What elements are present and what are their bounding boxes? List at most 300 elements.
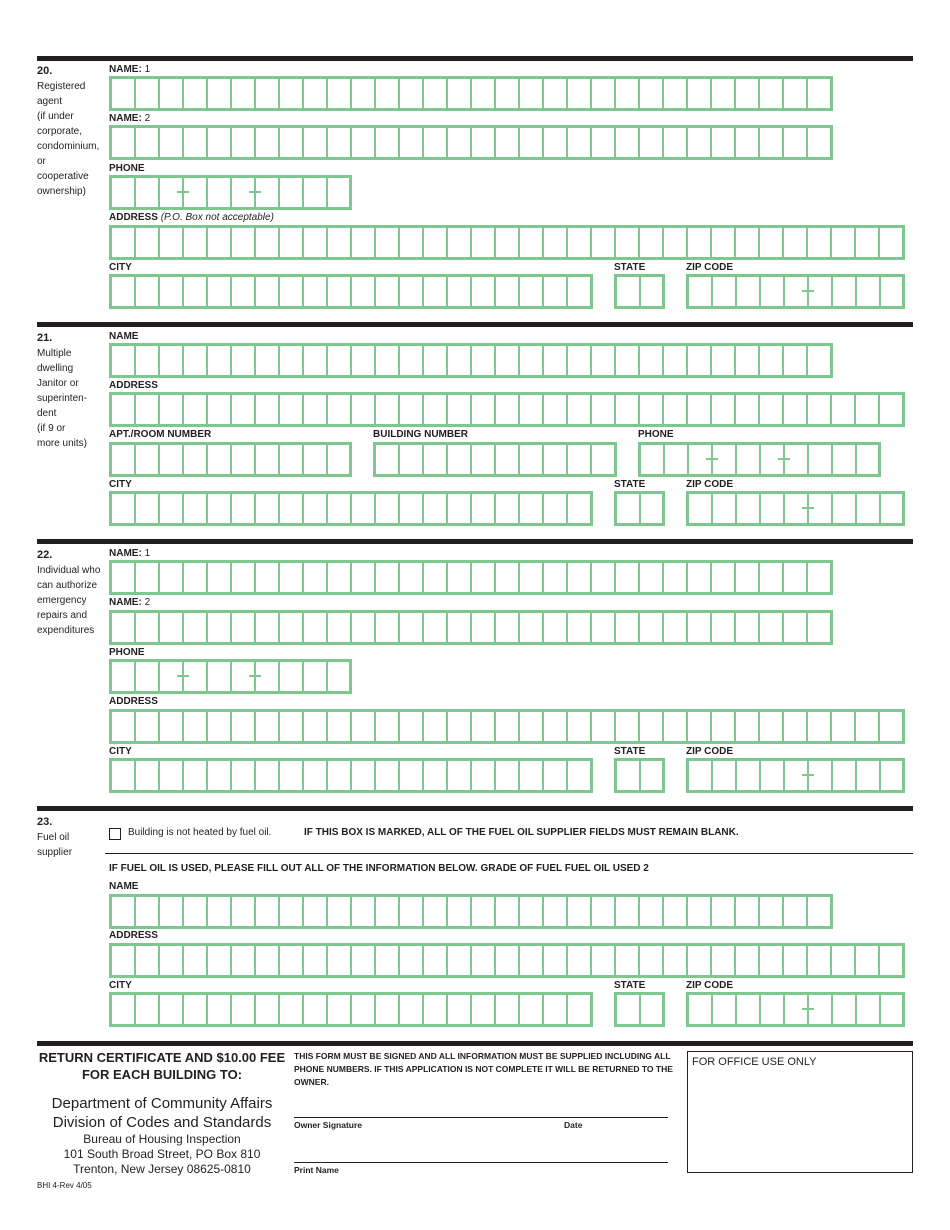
char-cell[interactable] bbox=[304, 395, 328, 424]
char-cell[interactable] bbox=[304, 128, 328, 157]
char-cell[interactable] bbox=[736, 712, 760, 741]
char-cell[interactable] bbox=[184, 761, 208, 790]
char-cell[interactable] bbox=[208, 946, 232, 975]
char-cell[interactable] bbox=[208, 761, 232, 790]
char-cell[interactable] bbox=[520, 494, 544, 523]
char-cell[interactable] bbox=[568, 228, 592, 257]
char-cell[interactable] bbox=[760, 346, 784, 375]
char-cell[interactable] bbox=[592, 79, 616, 108]
char-cell[interactable] bbox=[713, 761, 737, 790]
char-cell[interactable] bbox=[832, 228, 856, 257]
char-cell[interactable] bbox=[352, 228, 376, 257]
char-cell[interactable] bbox=[256, 277, 280, 306]
char-cell[interactable] bbox=[592, 712, 616, 741]
char-cell[interactable] bbox=[784, 712, 808, 741]
char-cell[interactable] bbox=[160, 128, 184, 157]
s21-city-input[interactable] bbox=[109, 491, 593, 526]
char-cell[interactable] bbox=[376, 712, 400, 741]
char-cell[interactable] bbox=[232, 995, 256, 1024]
s22-state-input[interactable] bbox=[614, 758, 665, 793]
char-cell[interactable] bbox=[136, 897, 160, 926]
char-cell[interactable] bbox=[208, 897, 232, 926]
char-cell[interactable] bbox=[256, 897, 280, 926]
char-cell[interactable] bbox=[544, 445, 568, 474]
char-cell[interactable] bbox=[712, 395, 736, 424]
char-cell[interactable] bbox=[280, 178, 304, 207]
char-cell[interactable] bbox=[184, 128, 208, 157]
char-cell[interactable] bbox=[136, 79, 160, 108]
char-cell[interactable] bbox=[136, 563, 160, 592]
char-cell[interactable] bbox=[544, 712, 568, 741]
char-cell[interactable] bbox=[400, 563, 424, 592]
s21-zip-input[interactable] bbox=[686, 491, 905, 526]
char-cell[interactable] bbox=[136, 613, 160, 642]
char-cell[interactable] bbox=[640, 79, 664, 108]
char-cell[interactable] bbox=[208, 445, 232, 474]
char-cell[interactable] bbox=[664, 897, 688, 926]
char-cell[interactable] bbox=[400, 897, 424, 926]
char-cell[interactable] bbox=[808, 563, 830, 592]
char-cell[interactable] bbox=[184, 613, 208, 642]
char-cell[interactable] bbox=[616, 897, 640, 926]
char-cell[interactable] bbox=[784, 228, 808, 257]
char-cell[interactable] bbox=[809, 995, 833, 1024]
char-cell[interactable] bbox=[736, 79, 760, 108]
char-cell[interactable] bbox=[232, 445, 256, 474]
char-cell[interactable] bbox=[256, 563, 280, 592]
char-cell[interactable] bbox=[592, 613, 616, 642]
char-cell[interactable] bbox=[256, 946, 280, 975]
char-cell[interactable] bbox=[328, 346, 352, 375]
char-cell[interactable] bbox=[208, 277, 232, 306]
char-cell[interactable] bbox=[688, 228, 712, 257]
char-cell[interactable] bbox=[208, 995, 232, 1024]
char-cell[interactable] bbox=[568, 395, 592, 424]
char-cell[interactable] bbox=[640, 228, 664, 257]
char-cell[interactable] bbox=[808, 946, 832, 975]
char-cell[interactable] bbox=[617, 761, 641, 790]
char-cell[interactable] bbox=[496, 395, 520, 424]
char-cell[interactable] bbox=[112, 445, 136, 474]
char-cell[interactable] bbox=[448, 946, 472, 975]
char-cell[interactable] bbox=[544, 277, 568, 306]
char-cell[interactable] bbox=[761, 494, 785, 523]
char-cell[interactable] bbox=[568, 897, 592, 926]
char-cell[interactable] bbox=[424, 995, 448, 1024]
char-cell[interactable] bbox=[520, 761, 544, 790]
char-cell[interactable] bbox=[328, 712, 352, 741]
char-cell[interactable] bbox=[376, 395, 400, 424]
char-cell[interactable] bbox=[400, 277, 424, 306]
char-cell[interactable] bbox=[184, 662, 208, 691]
char-cell[interactable] bbox=[472, 277, 496, 306]
char-cell[interactable] bbox=[328, 228, 352, 257]
char-cell[interactable] bbox=[641, 995, 662, 1024]
char-cell[interactable] bbox=[617, 995, 641, 1024]
char-cell[interactable] bbox=[856, 395, 880, 424]
char-cell[interactable] bbox=[376, 995, 400, 1024]
char-cell[interactable] bbox=[136, 445, 160, 474]
char-cell[interactable] bbox=[568, 445, 592, 474]
char-cell[interactable] bbox=[520, 995, 544, 1024]
char-cell[interactable] bbox=[112, 613, 136, 642]
char-cell[interactable] bbox=[832, 712, 856, 741]
char-cell[interactable] bbox=[616, 79, 640, 108]
char-cell[interactable] bbox=[496, 613, 520, 642]
char-cell[interactable] bbox=[568, 128, 592, 157]
char-cell[interactable] bbox=[448, 613, 472, 642]
char-cell[interactable] bbox=[232, 346, 256, 375]
char-cell[interactable] bbox=[160, 228, 184, 257]
char-cell[interactable] bbox=[544, 897, 568, 926]
char-cell[interactable] bbox=[136, 128, 160, 157]
char-cell[interactable] bbox=[664, 395, 688, 424]
char-cell[interactable] bbox=[280, 128, 304, 157]
char-cell[interactable] bbox=[448, 445, 472, 474]
char-cell[interactable] bbox=[208, 395, 232, 424]
char-cell[interactable] bbox=[424, 563, 448, 592]
char-cell[interactable] bbox=[784, 897, 808, 926]
char-cell[interactable] bbox=[760, 395, 784, 424]
char-cell[interactable] bbox=[809, 277, 833, 306]
char-cell[interactable] bbox=[352, 897, 376, 926]
char-cell[interactable] bbox=[760, 128, 784, 157]
char-cell[interactable] bbox=[328, 277, 352, 306]
print-name-line[interactable] bbox=[294, 1162, 668, 1163]
char-cell[interactable] bbox=[328, 563, 352, 592]
char-cell[interactable] bbox=[256, 761, 280, 790]
char-cell[interactable] bbox=[184, 228, 208, 257]
char-cell[interactable] bbox=[544, 761, 568, 790]
char-cell[interactable] bbox=[184, 995, 208, 1024]
char-cell[interactable] bbox=[760, 897, 784, 926]
char-cell[interactable] bbox=[304, 277, 328, 306]
char-cell[interactable] bbox=[424, 897, 448, 926]
char-cell[interactable] bbox=[160, 494, 184, 523]
char-cell[interactable] bbox=[760, 563, 784, 592]
char-cell[interactable] bbox=[376, 228, 400, 257]
char-cell[interactable] bbox=[689, 494, 713, 523]
char-cell[interactable] bbox=[689, 277, 713, 306]
char-cell[interactable] bbox=[472, 897, 496, 926]
char-cell[interactable] bbox=[328, 445, 349, 474]
char-cell[interactable] bbox=[136, 228, 160, 257]
char-cell[interactable] bbox=[280, 494, 304, 523]
char-cell[interactable] bbox=[256, 995, 280, 1024]
char-cell[interactable] bbox=[184, 494, 208, 523]
char-cell[interactable] bbox=[640, 395, 664, 424]
char-cell[interactable] bbox=[304, 445, 328, 474]
char-cell[interactable] bbox=[352, 761, 376, 790]
char-cell[interactable] bbox=[256, 613, 280, 642]
char-cell[interactable] bbox=[736, 563, 760, 592]
char-cell[interactable] bbox=[472, 445, 496, 474]
char-cell[interactable] bbox=[232, 761, 256, 790]
char-cell[interactable] bbox=[520, 712, 544, 741]
char-cell[interactable] bbox=[472, 494, 496, 523]
char-cell[interactable] bbox=[424, 228, 448, 257]
s20-address-input[interactable] bbox=[109, 225, 905, 260]
char-cell[interactable] bbox=[712, 228, 736, 257]
char-cell[interactable] bbox=[304, 178, 328, 207]
char-cell[interactable] bbox=[280, 395, 304, 424]
char-cell[interactable] bbox=[568, 346, 592, 375]
char-cell[interactable] bbox=[448, 277, 472, 306]
char-cell[interactable] bbox=[713, 494, 737, 523]
char-cell[interactable] bbox=[857, 761, 881, 790]
char-cell[interactable] bbox=[880, 395, 902, 424]
char-cell[interactable] bbox=[448, 128, 472, 157]
char-cell[interactable] bbox=[112, 897, 136, 926]
char-cell[interactable] bbox=[785, 761, 809, 790]
char-cell[interactable] bbox=[256, 445, 280, 474]
char-cell[interactable] bbox=[376, 128, 400, 157]
char-cell[interactable] bbox=[761, 277, 785, 306]
char-cell[interactable] bbox=[304, 79, 328, 108]
s21-address-input[interactable] bbox=[109, 392, 905, 427]
char-cell[interactable] bbox=[640, 897, 664, 926]
char-cell[interactable] bbox=[472, 613, 496, 642]
char-cell[interactable] bbox=[592, 395, 616, 424]
char-cell[interactable] bbox=[520, 128, 544, 157]
char-cell[interactable] bbox=[736, 346, 760, 375]
char-cell[interactable] bbox=[737, 761, 761, 790]
char-cell[interactable] bbox=[856, 228, 880, 257]
char-cell[interactable] bbox=[520, 563, 544, 592]
char-cell[interactable] bbox=[352, 712, 376, 741]
char-cell[interactable] bbox=[184, 946, 208, 975]
char-cell[interactable] bbox=[400, 79, 424, 108]
char-cell[interactable] bbox=[664, 946, 688, 975]
char-cell[interactable] bbox=[352, 128, 376, 157]
char-cell[interactable] bbox=[833, 995, 857, 1024]
char-cell[interactable] bbox=[256, 395, 280, 424]
char-cell[interactable] bbox=[808, 346, 830, 375]
char-cell[interactable] bbox=[881, 995, 902, 1024]
char-cell[interactable] bbox=[808, 613, 830, 642]
char-cell[interactable] bbox=[664, 228, 688, 257]
char-cell[interactable] bbox=[256, 228, 280, 257]
s22-zip-input[interactable] bbox=[686, 758, 905, 793]
char-cell[interactable] bbox=[857, 995, 881, 1024]
char-cell[interactable] bbox=[881, 494, 902, 523]
s20-name2-input[interactable] bbox=[109, 125, 833, 160]
char-cell[interactable] bbox=[112, 128, 136, 157]
char-cell[interactable] bbox=[184, 346, 208, 375]
char-cell[interactable] bbox=[544, 494, 568, 523]
char-cell[interactable] bbox=[376, 946, 400, 975]
char-cell[interactable] bbox=[304, 761, 328, 790]
char-cell[interactable] bbox=[448, 395, 472, 424]
char-cell[interactable] bbox=[328, 995, 352, 1024]
char-cell[interactable] bbox=[112, 662, 136, 691]
char-cell[interactable] bbox=[400, 995, 424, 1024]
char-cell[interactable] bbox=[136, 346, 160, 375]
char-cell[interactable] bbox=[400, 128, 424, 157]
char-cell[interactable] bbox=[184, 178, 208, 207]
char-cell[interactable] bbox=[448, 563, 472, 592]
s20-name1-input[interactable] bbox=[109, 76, 833, 111]
char-cell[interactable] bbox=[496, 494, 520, 523]
char-cell[interactable] bbox=[160, 346, 184, 375]
s22-name2-input[interactable] bbox=[109, 610, 833, 645]
char-cell[interactable] bbox=[713, 445, 737, 474]
char-cell[interactable] bbox=[352, 79, 376, 108]
char-cell[interactable] bbox=[472, 228, 496, 257]
s21-phone-input[interactable] bbox=[638, 442, 881, 477]
char-cell[interactable] bbox=[784, 563, 808, 592]
char-cell[interactable] bbox=[713, 995, 737, 1024]
char-cell[interactable] bbox=[136, 712, 160, 741]
char-cell[interactable] bbox=[664, 563, 688, 592]
char-cell[interactable] bbox=[112, 395, 136, 424]
char-cell[interactable] bbox=[784, 346, 808, 375]
s21-building-number-input[interactable] bbox=[373, 442, 617, 477]
char-cell[interactable] bbox=[689, 445, 713, 474]
char-cell[interactable] bbox=[760, 228, 784, 257]
char-cell[interactable] bbox=[328, 494, 352, 523]
char-cell[interactable] bbox=[496, 79, 520, 108]
char-cell[interactable] bbox=[280, 761, 304, 790]
char-cell[interactable] bbox=[112, 277, 136, 306]
char-cell[interactable] bbox=[280, 613, 304, 642]
char-cell[interactable] bbox=[160, 79, 184, 108]
char-cell[interactable] bbox=[256, 346, 280, 375]
char-cell[interactable] bbox=[328, 395, 352, 424]
char-cell[interactable] bbox=[208, 178, 232, 207]
char-cell[interactable] bbox=[136, 395, 160, 424]
char-cell[interactable] bbox=[520, 946, 544, 975]
char-cell[interactable] bbox=[208, 613, 232, 642]
char-cell[interactable] bbox=[833, 494, 857, 523]
char-cell[interactable] bbox=[617, 277, 641, 306]
char-cell[interactable] bbox=[304, 346, 328, 375]
char-cell[interactable] bbox=[616, 563, 640, 592]
char-cell[interactable] bbox=[400, 712, 424, 741]
char-cell[interactable] bbox=[256, 662, 280, 691]
char-cell[interactable] bbox=[400, 946, 424, 975]
char-cell[interactable] bbox=[112, 712, 136, 741]
char-cell[interactable] bbox=[808, 79, 830, 108]
char-cell[interactable] bbox=[785, 277, 809, 306]
char-cell[interactable] bbox=[736, 613, 760, 642]
char-cell[interactable] bbox=[424, 277, 448, 306]
char-cell[interactable] bbox=[160, 946, 184, 975]
char-cell[interactable] bbox=[448, 346, 472, 375]
char-cell[interactable] bbox=[881, 277, 902, 306]
char-cell[interactable] bbox=[712, 897, 736, 926]
char-cell[interactable] bbox=[448, 897, 472, 926]
char-cell[interactable] bbox=[857, 494, 881, 523]
char-cell[interactable] bbox=[760, 946, 784, 975]
char-cell[interactable] bbox=[809, 494, 833, 523]
char-cell[interactable] bbox=[496, 445, 520, 474]
char-cell[interactable] bbox=[304, 613, 328, 642]
char-cell[interactable] bbox=[160, 613, 184, 642]
char-cell[interactable] bbox=[136, 995, 160, 1024]
char-cell[interactable] bbox=[496, 712, 520, 741]
char-cell[interactable] bbox=[232, 613, 256, 642]
char-cell[interactable] bbox=[280, 445, 304, 474]
char-cell[interactable] bbox=[712, 128, 736, 157]
s20-phone-input[interactable] bbox=[109, 175, 352, 210]
char-cell[interactable] bbox=[160, 712, 184, 741]
char-cell[interactable] bbox=[544, 563, 568, 592]
char-cell[interactable] bbox=[641, 761, 662, 790]
s20-city-input[interactable] bbox=[109, 274, 593, 309]
char-cell[interactable] bbox=[424, 946, 448, 975]
char-cell[interactable] bbox=[160, 662, 184, 691]
char-cell[interactable] bbox=[544, 346, 568, 375]
char-cell[interactable] bbox=[112, 494, 136, 523]
char-cell[interactable] bbox=[304, 995, 328, 1024]
char-cell[interactable] bbox=[688, 128, 712, 157]
char-cell[interactable] bbox=[544, 128, 568, 157]
char-cell[interactable] bbox=[328, 946, 352, 975]
char-cell[interactable] bbox=[184, 277, 208, 306]
char-cell[interactable] bbox=[256, 128, 280, 157]
char-cell[interactable] bbox=[328, 613, 352, 642]
char-cell[interactable] bbox=[232, 395, 256, 424]
char-cell[interactable] bbox=[496, 128, 520, 157]
char-cell[interactable] bbox=[713, 277, 737, 306]
char-cell[interactable] bbox=[376, 897, 400, 926]
char-cell[interactable] bbox=[424, 445, 448, 474]
char-cell[interactable] bbox=[857, 277, 881, 306]
char-cell[interactable] bbox=[232, 494, 256, 523]
char-cell[interactable] bbox=[448, 228, 472, 257]
char-cell[interactable] bbox=[688, 346, 712, 375]
char-cell[interactable] bbox=[280, 662, 304, 691]
char-cell[interactable] bbox=[640, 613, 664, 642]
char-cell[interactable] bbox=[304, 494, 328, 523]
char-cell[interactable] bbox=[568, 494, 590, 523]
char-cell[interactable] bbox=[712, 712, 736, 741]
char-cell[interactable] bbox=[784, 79, 808, 108]
char-cell[interactable] bbox=[496, 346, 520, 375]
char-cell[interactable] bbox=[880, 946, 902, 975]
char-cell[interactable] bbox=[424, 712, 448, 741]
char-cell[interactable] bbox=[737, 995, 761, 1024]
char-cell[interactable] bbox=[112, 563, 136, 592]
char-cell[interactable] bbox=[760, 613, 784, 642]
s23-address-input[interactable] bbox=[109, 943, 905, 978]
char-cell[interactable] bbox=[689, 761, 713, 790]
char-cell[interactable] bbox=[472, 946, 496, 975]
char-cell[interactable] bbox=[472, 761, 496, 790]
char-cell[interactable] bbox=[664, 346, 688, 375]
char-cell[interactable] bbox=[640, 346, 664, 375]
char-cell[interactable] bbox=[472, 563, 496, 592]
char-cell[interactable] bbox=[664, 128, 688, 157]
char-cell[interactable] bbox=[232, 79, 256, 108]
char-cell[interactable] bbox=[544, 228, 568, 257]
s20-state-input[interactable] bbox=[614, 274, 665, 309]
char-cell[interactable] bbox=[808, 897, 830, 926]
char-cell[interactable] bbox=[496, 563, 520, 592]
char-cell[interactable] bbox=[208, 563, 232, 592]
char-cell[interactable] bbox=[520, 395, 544, 424]
char-cell[interactable] bbox=[736, 228, 760, 257]
char-cell[interactable] bbox=[208, 128, 232, 157]
char-cell[interactable] bbox=[641, 445, 665, 474]
char-cell[interactable] bbox=[280, 277, 304, 306]
char-cell[interactable] bbox=[880, 712, 902, 741]
char-cell[interactable] bbox=[208, 228, 232, 257]
char-cell[interactable] bbox=[376, 563, 400, 592]
char-cell[interactable] bbox=[761, 995, 785, 1024]
char-cell[interactable] bbox=[784, 613, 808, 642]
